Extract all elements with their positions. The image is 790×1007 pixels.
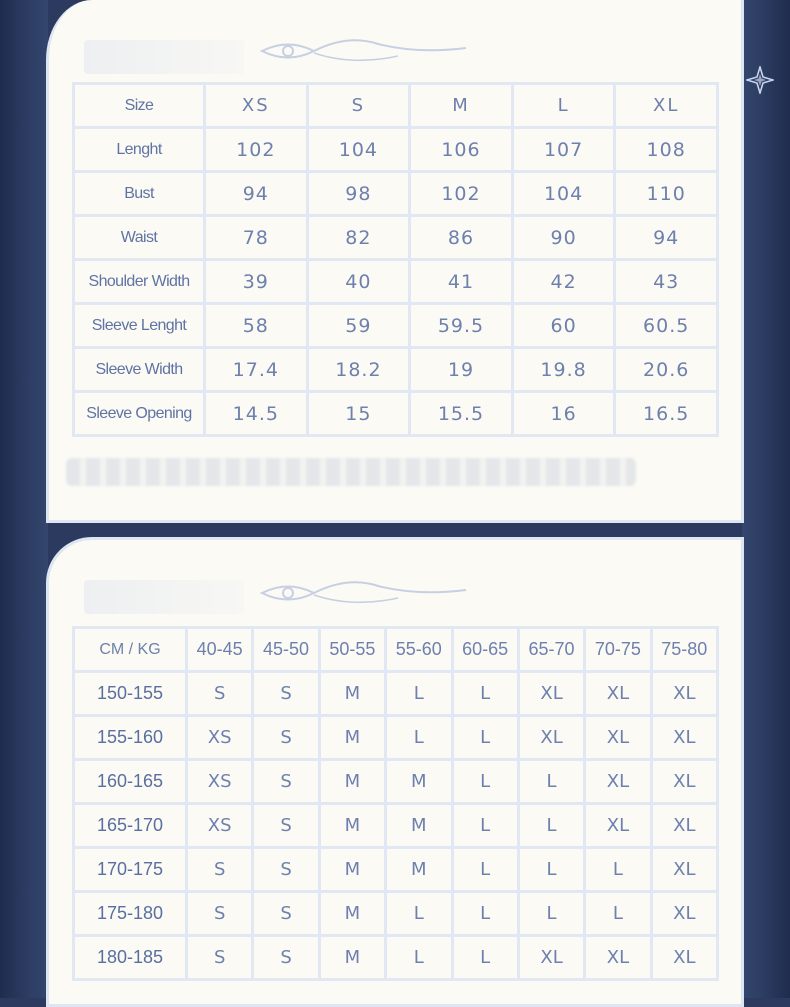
- size-cell: L: [452, 804, 518, 848]
- height-label: 175-180: [74, 892, 187, 936]
- measurement-value: 14.5: [205, 392, 308, 436]
- measurement-row: [74, 172, 718, 216]
- size-cell: S: [253, 804, 319, 848]
- faint-title-decoration: [84, 580, 244, 614]
- size-cell: L: [452, 760, 518, 804]
- size-cell: XL: [651, 892, 717, 936]
- size-cell: M: [319, 936, 385, 980]
- measurement-row: [74, 216, 718, 260]
- size-cell: XL: [651, 936, 717, 980]
- measurement-value: 86: [410, 216, 513, 260]
- measurement-value: 42: [512, 260, 615, 304]
- measurement-label: Lenght: [74, 128, 205, 172]
- size-cell: L: [386, 716, 452, 760]
- height-row: [74, 936, 718, 980]
- measurement-value: 16: [512, 392, 615, 436]
- measurement-value: 41: [410, 260, 513, 304]
- size-cell: XS: [187, 716, 253, 760]
- size-cell: XL: [585, 716, 651, 760]
- size-cell: XL: [651, 804, 717, 848]
- height-row: [74, 892, 718, 936]
- height-row: [74, 848, 718, 892]
- measurement-value: 58: [205, 304, 308, 348]
- measurement-label: Shoulder Width: [74, 260, 205, 304]
- size-cell: XL: [585, 672, 651, 716]
- size-cell: XL: [651, 760, 717, 804]
- measurement-value: 60: [512, 304, 615, 348]
- height-label: 170-175: [74, 848, 187, 892]
- weight-header-cell: 75-80: [651, 628, 717, 672]
- height-row: [74, 716, 718, 760]
- height-row: [74, 804, 718, 848]
- size-cell: L: [518, 804, 584, 848]
- size-cell: XL: [651, 672, 717, 716]
- size-header-cell: XL: [615, 84, 718, 128]
- measurement-value: 20.6: [615, 348, 718, 392]
- measurement-value: 94: [615, 216, 718, 260]
- measurement-value: 19.8: [512, 348, 615, 392]
- measurement-value: 17.4: [205, 348, 308, 392]
- size-cell: S: [187, 892, 253, 936]
- measurement-value: 102: [410, 172, 513, 216]
- height-label: 160-165: [74, 760, 187, 804]
- measurement-value: 60.5: [615, 304, 718, 348]
- size-cell: XL: [585, 936, 651, 980]
- size-cell: XL: [518, 936, 584, 980]
- size-cell: XL: [518, 672, 584, 716]
- measurement-row: [74, 348, 718, 392]
- size-cell: S: [187, 936, 253, 980]
- size-cell: L: [452, 892, 518, 936]
- weight-header-cell: 65-70: [518, 628, 584, 672]
- measurement-value: 108: [615, 128, 718, 172]
- size-cell: M: [319, 804, 385, 848]
- size-cell: L: [585, 848, 651, 892]
- size-cell: L: [518, 760, 584, 804]
- measurement-label: Bust: [74, 172, 205, 216]
- measurement-value: 59: [307, 304, 410, 348]
- size-cell: S: [253, 892, 319, 936]
- measurement-value: 82: [307, 216, 410, 260]
- size-cell: S: [253, 936, 319, 980]
- size-cell: L: [386, 892, 452, 936]
- measurement-value: 90: [512, 216, 615, 260]
- recommendation-table: [72, 626, 719, 981]
- measurement-label: Sleeve Opening: [74, 392, 205, 436]
- measurement-value: 40: [307, 260, 410, 304]
- height-label: 165-170: [74, 804, 187, 848]
- eye-ornament-icon: [258, 36, 468, 66]
- size-cell: S: [187, 672, 253, 716]
- measurement-value: 18.2: [307, 348, 410, 392]
- measurement-value: 15: [307, 392, 410, 436]
- size-cell: XL: [651, 716, 717, 760]
- measurement-row: [74, 392, 718, 436]
- measurement-value: 104: [512, 172, 615, 216]
- corner-label: CM / KG: [74, 628, 187, 672]
- measurement-row: [74, 304, 718, 348]
- measurement-value: 39: [205, 260, 308, 304]
- size-cell: L: [386, 672, 452, 716]
- measurement-value: 102: [205, 128, 308, 172]
- size-chart-table: [72, 82, 719, 437]
- measurement-row: [74, 128, 718, 172]
- weight-header-cell: 40-45: [187, 628, 253, 672]
- size-cell: S: [187, 848, 253, 892]
- measurement-value: 59.5: [410, 304, 513, 348]
- size-cell: S: [253, 848, 319, 892]
- size-header-cell: S: [307, 84, 410, 128]
- height-row: [74, 672, 718, 716]
- measurement-value: 43: [615, 260, 718, 304]
- weight-header-cell: 70-75: [585, 628, 651, 672]
- size-cell: S: [253, 760, 319, 804]
- size-header-cell: M: [410, 84, 513, 128]
- size-cell: XL: [585, 760, 651, 804]
- measurement-label: Waist: [74, 216, 205, 260]
- measurement-value: 98: [307, 172, 410, 216]
- size-cell: L: [452, 672, 518, 716]
- size-header-row: [74, 84, 718, 128]
- faint-title-decoration: [84, 40, 244, 74]
- size-cell: L: [452, 936, 518, 980]
- measurement-label: Sleeve Width: [74, 348, 205, 392]
- sparkle-icon: [746, 66, 774, 94]
- measurement-row: [74, 260, 718, 304]
- size-cell: L: [452, 848, 518, 892]
- weight-header-cell: 45-50: [253, 628, 319, 672]
- frame-right-border: [742, 0, 790, 998]
- height-label: 150-155: [74, 672, 187, 716]
- height-row: [74, 760, 718, 804]
- measurement-value: 107: [512, 128, 615, 172]
- size-cell: M: [319, 760, 385, 804]
- measurement-value: 16.5: [615, 392, 718, 436]
- size-cell: L: [518, 892, 584, 936]
- size-cell: XS: [187, 760, 253, 804]
- size-header-label: Size: [74, 84, 205, 128]
- faint-note-decoration: [66, 458, 636, 486]
- measurement-label: Sleeve Lenght: [74, 304, 205, 348]
- measurement-value: 19: [410, 348, 513, 392]
- size-cell: M: [319, 672, 385, 716]
- size-cell: L: [585, 892, 651, 936]
- measurement-value: 15.5: [410, 392, 513, 436]
- size-cell: XL: [585, 804, 651, 848]
- size-cell: M: [319, 892, 385, 936]
- size-cell: M: [319, 716, 385, 760]
- measurement-value: 106: [410, 128, 513, 172]
- size-cell: S: [253, 672, 319, 716]
- weight-header-cell: 60-65: [452, 628, 518, 672]
- size-header-cell: L: [512, 84, 615, 128]
- size-cell: S: [253, 716, 319, 760]
- frame-left-border: [0, 0, 48, 998]
- weight-header-row: [74, 628, 718, 672]
- height-label: 180-185: [74, 936, 187, 980]
- size-cell: XL: [651, 848, 717, 892]
- size-header-cell: XS: [205, 84, 308, 128]
- size-cell: L: [386, 936, 452, 980]
- measurement-value: 94: [205, 172, 308, 216]
- size-cell: XL: [518, 716, 584, 760]
- measurement-value: 110: [615, 172, 718, 216]
- measurement-value: 78: [205, 216, 308, 260]
- size-cell: M: [319, 848, 385, 892]
- height-label: 155-160: [74, 716, 187, 760]
- size-cell: M: [386, 848, 452, 892]
- eye-ornament-icon: [258, 578, 468, 608]
- measurement-value: 104: [307, 128, 410, 172]
- size-cell: M: [386, 760, 452, 804]
- size-cell: L: [452, 716, 518, 760]
- weight-header-cell: 50-55: [319, 628, 385, 672]
- weight-header-cell: 55-60: [386, 628, 452, 672]
- size-cell: M: [386, 804, 452, 848]
- size-cell: L: [518, 848, 584, 892]
- size-cell: XS: [187, 804, 253, 848]
